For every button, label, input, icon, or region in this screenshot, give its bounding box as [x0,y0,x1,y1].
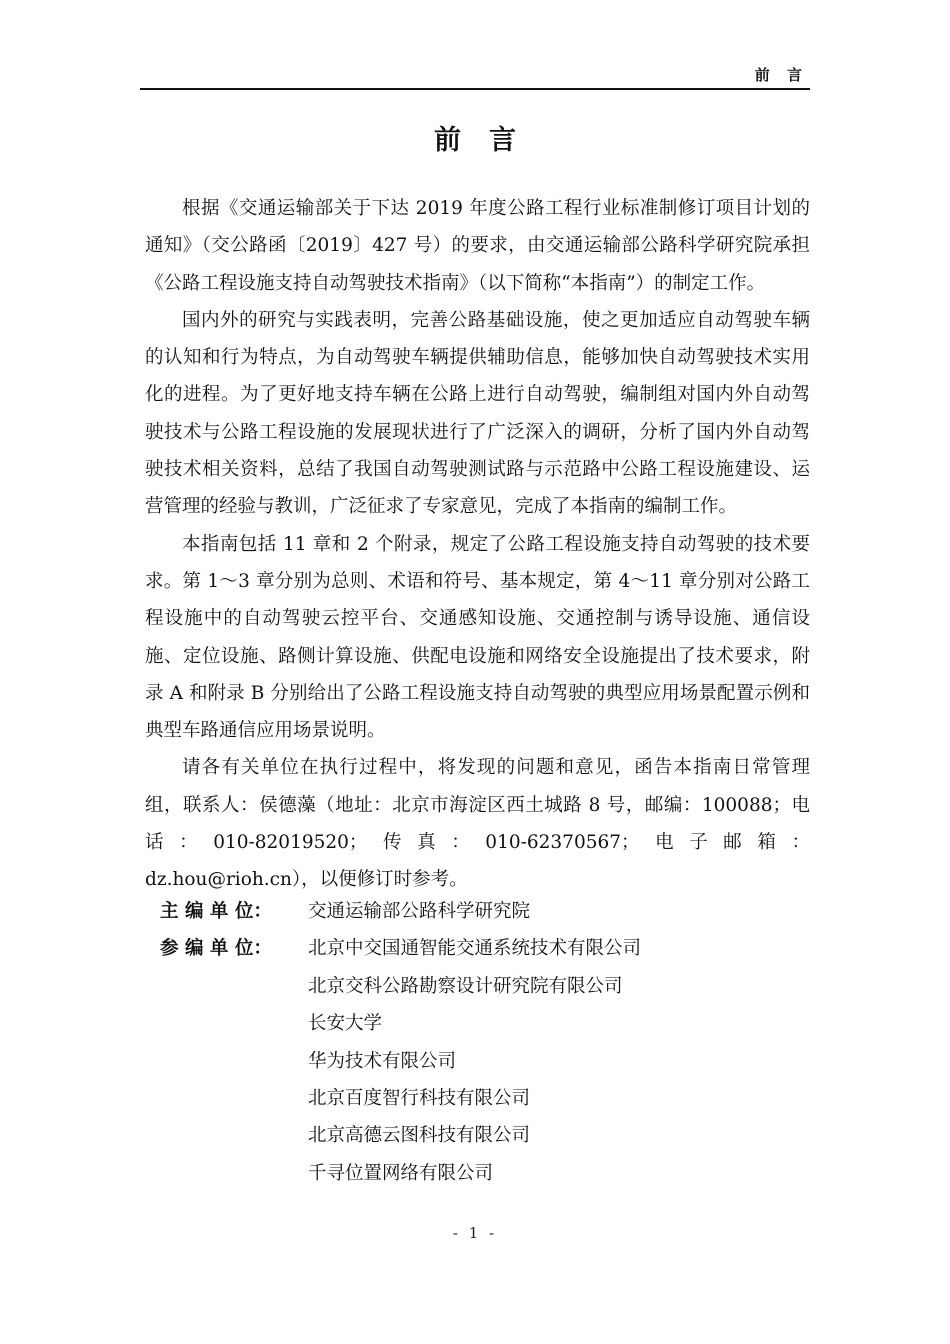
participating-editor-row [160,1117,810,1154]
page-number: - 1 - [452,1224,498,1242]
page-title: 前言 [434,125,544,156]
paragraph-research: 国内外的研究与实践表明，完善公路基础设施，使之更加适应自动驾驶车辆的认知和行为特点，为自动驾驶车辆提供辅助信息，能够加快自动驾驶技术实用化的进程。为了更好地支持车辆在公路上进行自动驾驶，编制组对国内外自动驾驶技术与公路工程设施的发展现状进行了广泛深入的调研，分析了国内外自动驾驶技术相关资料，总结了我国自动驾驶测试路与示范路中公路工程设施建设、运营管理的经验与教训，广泛征求了专家意见，完成了本指南的编制工作。 [145,309,810,518]
running-header-title: 前 言 [754,66,808,84]
participating-unit: 华为技术有限公司 [308,1050,457,1072]
chief-editor-unit: 交通运输部公路科学研究院 [308,901,531,922]
preface-body [145,190,810,899]
paragraph-background: 根据《交通运输部关于下达 2019 年度公路工程行业标准制修订项目计划的通知》（交公路函〔2019〕427 号）的要求，由交通运输部公路科学研究院承担《公路工程设施支持自动驾驶技术指南》（以下简称“本指南”）的制定工作。 [145,198,810,294]
participating-editor-row [160,1155,810,1192]
chief-editor-label: 主 编 单 位： [160,901,272,922]
participating-editor-label: 参 编 单 位： [160,938,272,960]
running-header [140,62,810,90]
participating-editor-row [160,1043,810,1080]
participating-unit: 北京高德云图科技有限公司 [308,1125,531,1147]
paragraph-contact: 请各有关单位在执行过程中，将发现的问题和意见，函告本指南日常管理组，联系人：侯德藻（地址：北京市海淀区西土城路 8 号，邮编：100088；电话：010-82019520；传真：010-62370567；电子邮箱：dz.hou@rioh.cn），以便修订时参考。 [145,757,810,891]
participating-editor-row [160,1080,810,1117]
participating-unit: 北京中交国通智能交通系统技术有限公司 [308,938,642,960]
participating-editor-row [160,930,810,967]
participating-editor-row [160,1005,810,1042]
participating-unit: 北京百度智行科技有限公司 [308,1087,531,1109]
editing-units [160,893,810,1192]
participating-unit: 千寻位置网络有限公司 [308,1162,494,1184]
participating-editor-row [160,968,810,1005]
participating-unit: 北京交科公路勘察设计研究院有限公司 [308,975,623,997]
participating-unit: 长安大学 [308,1013,383,1035]
paragraph-structure: 本指南包括 11 章和 2 个附录，规定了公路工程设施支持自动驾驶的技术要求。第 1～3 章分别为总则、术语和符号、基本规定，第 4～11 章分别对公路工程设施中的自动驾驶云控平台、交通感知设施、交通控制与诱导设施、通信设施、定位设施、路侧计算设施、供配电设施和网络安全设施提出了技术要求，附录 A 和附录 B 分别给出了公路工程设施支持自动驾驶的典型应用场景配置示例和典型车路通信应用场景说明。 [145,533,810,742]
chief-editor-row [160,893,810,930]
